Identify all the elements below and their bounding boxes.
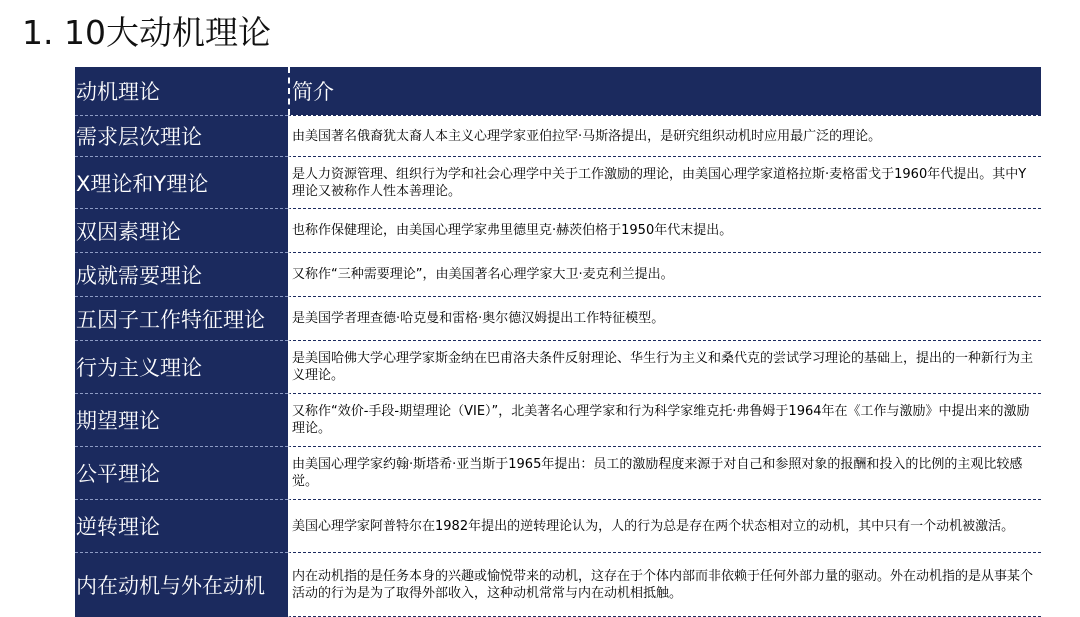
theory-description: 由美国著名俄裔犹太裔人本主义心理学家亚伯拉罕·马斯洛提出，是研究组织动机时应用最广泛的理论。 xyxy=(288,115,1041,156)
theory-name: 成就需要理论 xyxy=(75,252,288,296)
theory-description: 美国心理学家阿普特尔在1982年提出的逆转理论认为，人的行为总是存在两个状态相对立的动机，其中只有一个动机被激活。 xyxy=(288,499,1041,552)
theory-description: 又称作“效价-手段-期望理论（VIE）”，北美著名心理学家和行为科学家维克托·弗鲁姆于1964年在《工作与激励》中提出来的激励理论。 xyxy=(288,393,1041,446)
theory-name: X理论和Y理论 xyxy=(75,156,288,208)
theories-table xyxy=(75,67,1041,617)
theory-name: 双因素理论 xyxy=(75,208,288,252)
theory-name: 期望理论 xyxy=(75,393,288,446)
theory-description: 又称作“三种需要理论”，由美国著名心理学家大卫·麦克利兰提出。 xyxy=(288,252,1041,296)
theory-description: 是美国学者理查德·哈克曼和雷格·奥尔德汉姆提出工作特征模型。 xyxy=(288,296,1041,340)
theory-description: 是人力资源管理、组织行为学和社会心理学中关于工作激励的理论，由美国心理学家道格拉斯·麦格雷戈于1960年代提出。其中Y理论又被称作人性本善理论。 xyxy=(288,156,1041,208)
header-theory: 动机理论 xyxy=(75,67,288,115)
theory-name: 公平理论 xyxy=(75,446,288,499)
page-title: 1. 10大动机理论 xyxy=(22,13,271,52)
theory-name: 内在动机与外在动机 xyxy=(75,552,288,617)
theory-name: 需求层次理论 xyxy=(75,115,288,156)
theory-name: 逆转理论 xyxy=(75,499,288,552)
theory-name: 五因子工作特征理论 xyxy=(75,296,288,340)
header-intro: 简介 xyxy=(288,67,1041,115)
theory-description: 由美国心理学家约翰·斯塔希·亚当斯于1965年提出：员工的激励程度来源于对自己和参照对象的报酬和投入的比例的主观比较感觉。 xyxy=(288,446,1041,499)
theory-description: 内在动机指的是任务本身的兴趣或愉悦带来的动机，这存在于个体内部而非依赖于任何外部力量的驱动。外在动机指的是从事某个活动的行为是为了取得外部收入，这种动机常常与内在动机相抵触。 xyxy=(288,552,1041,617)
theory-description: 也称作保健理论，由美国心理学家弗里德里克·赫茨伯格于1950年代末提出。 xyxy=(288,208,1041,252)
theory-name: 行为主义理论 xyxy=(75,340,288,393)
theory-description: 是美国哈佛大学心理学家斯金纳在巴甫洛夫条件反射理论、华生行为主义和桑代克的尝试学习理论的基础上，提出的一种新行为主义理论。 xyxy=(288,340,1041,393)
